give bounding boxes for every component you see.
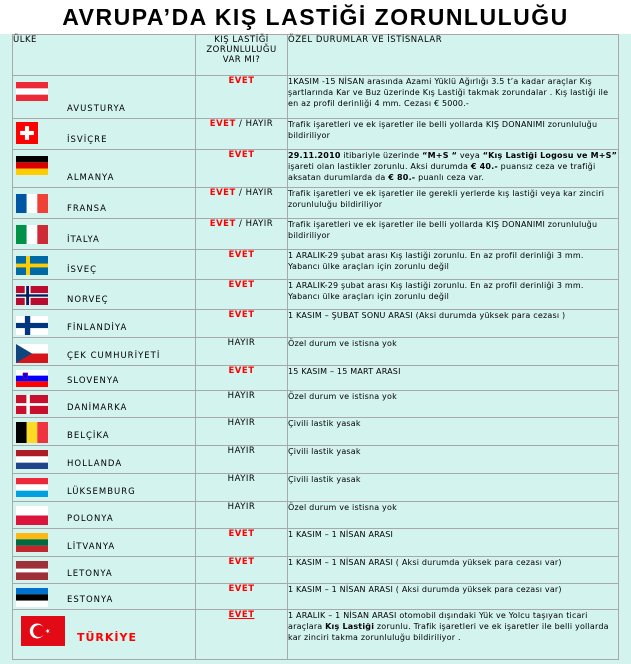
note-cell: 1KASIM -15 NİSAN arasında Azami Yüklü Ağırlığı 3.5 t’a kadar araçlar Kış şartlarında Kar ve Buz üzerinde Kış Lastiği takmak zorundalar . Kış lastiği ile en az profil derinliği 4 mm. Cezası € 5000.- [288, 76, 619, 119]
answer-no: HAYIR [227, 418, 256, 428]
answer-cell [196, 474, 288, 502]
germany-flag [16, 156, 48, 175]
lithuania-flag [16, 533, 48, 552]
answer-no: HAYIR [227, 391, 256, 401]
answer-cell: EVET [196, 584, 288, 610]
answer-no: HAYIR [245, 119, 274, 129]
answer-separator: / [235, 188, 246, 198]
country-cell [13, 418, 196, 446]
note-cell: 15 KASIM – 15 MART ARASI [288, 366, 619, 391]
answer-no: HAYIR [245, 219, 274, 229]
country-cell [13, 610, 196, 660]
country-cell [13, 119, 196, 150]
answer-cell: EVET [196, 529, 288, 557]
norway-flag [16, 286, 48, 305]
table-row [13, 418, 619, 446]
answer-cell: EVET [196, 76, 288, 119]
table-row [13, 502, 619, 529]
table-row [13, 557, 619, 584]
answer-yes: EVET [209, 119, 236, 129]
note-cell: 1 KASIM – 1 NİSAN ARASI [288, 529, 619, 557]
answer-cell [196, 119, 288, 150]
latvia-flag [16, 561, 48, 580]
answer-cell: EVET [196, 557, 288, 584]
country-cell [13, 391, 196, 418]
note-cell: 1 ARALIK-29 şubat arası Kış lastiği zorunlu. En az profil derinliği 3 mm. Yabancı ülke araçları için zorunlu değil [288, 280, 619, 310]
table-row [13, 446, 619, 474]
table-row [13, 119, 619, 150]
note-text: veya [457, 151, 483, 160]
country-name: POLONYA [67, 514, 114, 524]
header-row [13, 35, 619, 76]
table-row [13, 366, 619, 391]
note-text: itibariyle üzerinde [340, 151, 423, 160]
country-name: HOLLANDA [67, 459, 123, 469]
country-cell [13, 557, 196, 584]
poland-flag [16, 506, 48, 525]
note-text: puansız ceza ve trafiği aksatan durumlarda da [288, 162, 596, 182]
table-row [13, 474, 619, 502]
answer-yes: EVET [228, 610, 255, 620]
france-flag [16, 194, 48, 213]
table-row [13, 310, 619, 338]
answer-cell: EVET [196, 280, 288, 310]
table-row [13, 188, 619, 219]
note-fine: € 80.- [388, 173, 416, 182]
header-required-line3: VAR MI? [222, 55, 261, 65]
country-cell [13, 250, 196, 280]
czech-flag [16, 344, 48, 363]
header-notes: ÖZEL DURUMLAR VE İSTİSNALAR [288, 35, 619, 76]
table-row [13, 76, 619, 119]
country-name: İTALYA [67, 235, 100, 245]
answer-cell [196, 188, 288, 219]
note-cell: 1 KASIM – 1 NİSAN ARASI ( Aksi durumda yüksek para cezası var) [288, 557, 619, 584]
note-cell: 1 KASIM – ŞUBAT SONU ARASI (Aksi durumda yüksek para cezası ) [288, 310, 619, 338]
note-cell: Trafik işaretleri ve ek işaretler ile belli yollarda KIŞ DONANIMI zorunluluğu bildiriliyor [288, 219, 619, 250]
country-name: BELÇİKA [67, 431, 110, 441]
note-cell: Özel durum ve istisna yok [288, 338, 619, 366]
italy-flag [16, 225, 48, 244]
country-cell [13, 502, 196, 529]
netherlands-flag [16, 450, 48, 469]
note-cell [288, 610, 619, 660]
table-row [13, 338, 619, 366]
belgium-flag [16, 422, 48, 443]
slovenia-flag [16, 370, 48, 387]
country-name: FRANSA [67, 204, 107, 214]
note-cell: Çivili lastik yasak [288, 418, 619, 446]
country-cell [13, 529, 196, 557]
country-name: İSVİÇRE [67, 135, 108, 145]
note-logo: “Kış Lastiği Logosu ve M+S” [482, 151, 618, 160]
note-text: puanlı ceza var. [415, 173, 485, 182]
table-row [13, 250, 619, 280]
note-cell: Özel durum ve istisna yok [288, 502, 619, 529]
finland-flag [16, 316, 48, 335]
header-required-line1: KIŞ LASTİĞİ [214, 35, 269, 45]
country-name: SLOVENYA [67, 376, 120, 386]
denmark-flag [16, 395, 48, 414]
note-fine: € 40.- [470, 162, 498, 171]
note-cell: Çivili lastik yasak [288, 474, 619, 502]
answer-cell: EVET [196, 310, 288, 338]
answer-yes: EVET [209, 219, 236, 229]
note-cell: Trafik işaretleri ve ek işaretler ile gerekli yerlerde kış lastiği veya kar zinciri zorunluluğu bildiriliyor [288, 188, 619, 219]
header-required [196, 35, 288, 76]
answer-no: HAYIR [227, 502, 256, 512]
country-name: FİNLANDİYA [67, 323, 128, 333]
answer-cell [196, 610, 288, 660]
answer-no: HAYIR [227, 474, 256, 484]
sweden-flag [16, 256, 48, 275]
answer-cell [196, 338, 288, 366]
note-cell: Çivili lastik yasak [288, 446, 619, 474]
country-cell [13, 474, 196, 502]
country-cell [13, 338, 196, 366]
note-cell: 1 KASIM – 1 NİSAN ARASI ( Aksi durumda yüksek para cezası var) [288, 584, 619, 610]
header-required-line2: ZORUNLULUĞU [206, 45, 277, 55]
page-title: AVRUPA’DA KIŞ LASTİĞİ ZORUNLULUĞU [0, 0, 631, 34]
country-name: DANİMARKA [67, 403, 128, 413]
note-date: 29.11.2010 [288, 151, 341, 160]
country-cell [13, 446, 196, 474]
country-name: ESTONYA [67, 595, 114, 605]
header-country: ÜLKE [13, 35, 196, 76]
country-cell [13, 150, 196, 188]
note-text: zorunlu. Trafik işaretleri ve ek işaretler ile belli yollarda kar zinciri takma zorunluluğu bildiriliyor . [288, 622, 609, 642]
note-text: 1 ARALIK – 1 NİSAN ARASI otomobil dışındaki Yük ve Yolcu taşıyan ticari araçlara [288, 611, 588, 631]
country-cell [13, 584, 196, 610]
table-row [13, 529, 619, 557]
table-row [13, 391, 619, 418]
note-ms: “M+S “ [422, 151, 458, 160]
country-name: LİTVANYA [67, 542, 116, 552]
table-row [13, 584, 619, 610]
country-cell [13, 366, 196, 391]
answer-cell: EVET [196, 250, 288, 280]
switzerland-flag [16, 122, 38, 144]
answer-separator: / [235, 119, 246, 129]
answer-no: HAYIR [227, 338, 256, 348]
austria-flag [16, 82, 48, 101]
table-row [13, 150, 619, 188]
country-name: AVUSTURYA [67, 104, 126, 114]
country-name: TÜRKİYE [77, 631, 138, 644]
answer-cell [196, 219, 288, 250]
country-cell [13, 310, 196, 338]
answer-no: HAYIR [227, 446, 256, 456]
note-text: işareti olan lastikler zorunlu. Aksi durumda [288, 162, 471, 171]
country-name: NORVEÇ [67, 295, 109, 305]
answer-cell: EVET [196, 366, 288, 391]
country-cell [13, 219, 196, 250]
estonia-flag [16, 588, 48, 607]
country-cell [13, 76, 196, 119]
answer-cell: EVET [196, 150, 288, 188]
luxembourg-flag [16, 478, 48, 497]
answer-cell [196, 446, 288, 474]
answer-separator: / [235, 219, 246, 229]
country-name: LETONYA [67, 569, 113, 579]
country-cell [13, 280, 196, 310]
country-name: İSVEÇ [67, 265, 98, 275]
country-name: ALMANYA [67, 173, 115, 183]
winter-tire-table [12, 34, 619, 660]
country-name: LÜKSEMBURG [67, 487, 136, 497]
note-cell: Özel durum ve istisna yok [288, 391, 619, 418]
country-cell [13, 188, 196, 219]
answer-cell [196, 418, 288, 446]
country-name: ÇEK CUMHURİYETİ [67, 351, 161, 361]
note-cell: Trafik işaretleri ve ek işaretler ile belli yollarda KIŞ DONANIMI zorunluluğu bildiriliyor [288, 119, 619, 150]
note-cell: 1 ARALIK-29 şubat arası Kış lastiği zorunlu. En az profil derinliği 3 mm. Yabancı ülke araçları için zorunlu değil [288, 250, 619, 280]
table-row [13, 280, 619, 310]
note-cell [288, 150, 619, 188]
table-row [13, 219, 619, 250]
turkey-flag [21, 616, 65, 646]
answer-cell [196, 502, 288, 529]
note-winter-tire: Kış Lastiği [325, 622, 375, 631]
answer-cell [196, 391, 288, 418]
answer-no: HAYIR [245, 188, 274, 198]
answer-yes: EVET [209, 188, 236, 198]
table-row [13, 610, 619, 660]
